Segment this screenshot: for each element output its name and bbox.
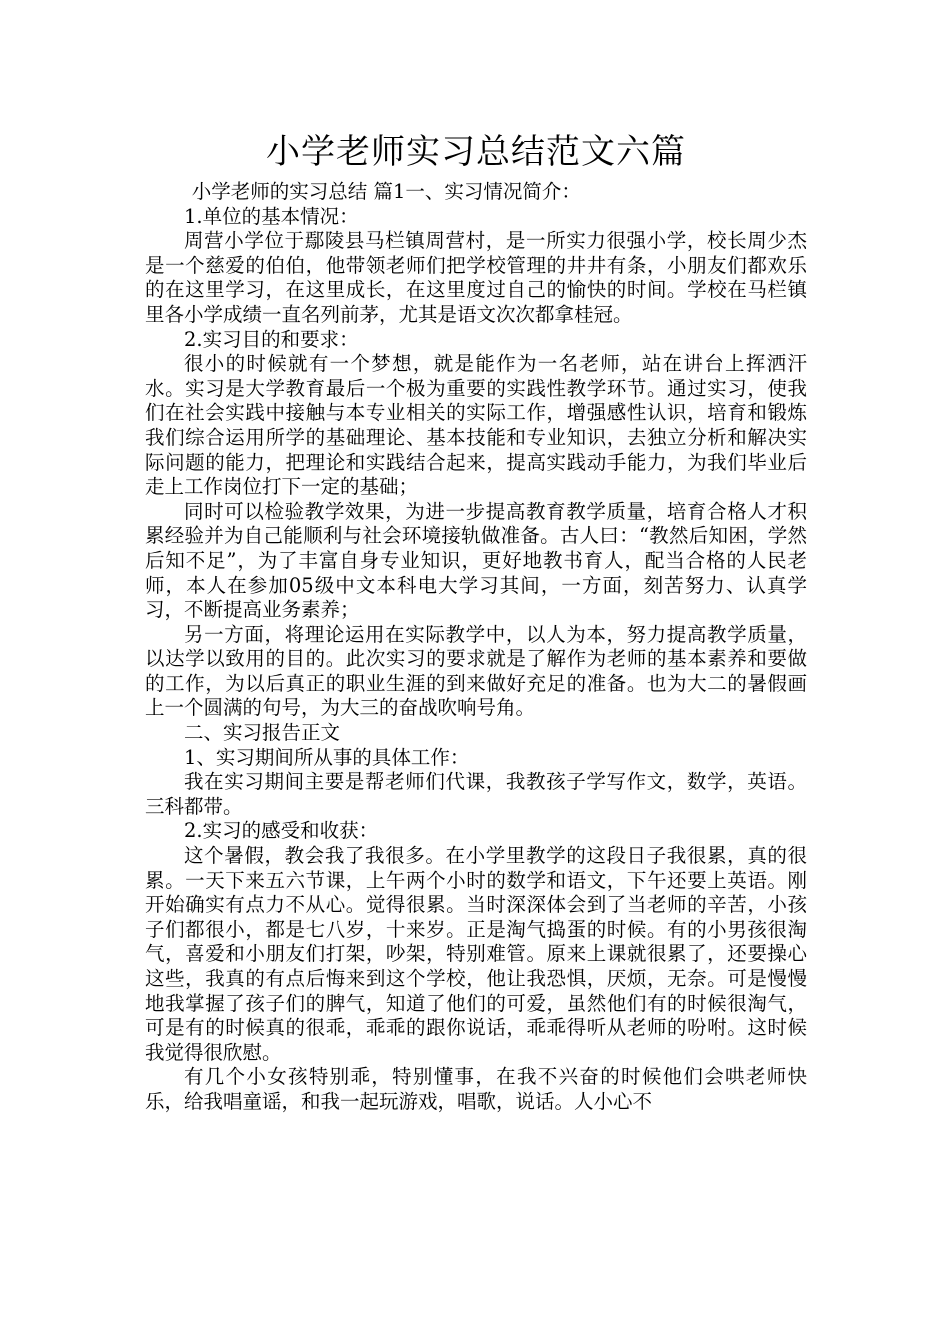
paragraph-goals-continued: 同时可以检验教学效果，为进一步提高教育教学质量，培育合格人才积累经验并为自己能顺利与社会环境接轨做准备。古人曰：“教然后知困，学然后知不足”，为了丰富自身专业知识，更好地教书育人，配当合格的人民老师，本人在参加05级中文本科电大学习其间，一方面，刻苦努力、认真学习，不断提高业务素养； [145,499,807,622]
paragraph-goals-other-side: 另一方面，将理论运用在实际教学中，以人为本，努力提高教学质量，以达学以致用的目的。此次实习的要求就是了解作为老师的基本素养和要做的工作，为以后真正的职业生涯的到来做好充足的准备。也为大二的暑假画上一个圆满的句号，为大三的奋战吹响号角。 [145,622,807,720]
paragraph-intro-heading: 小学老师的实习总结 篇1一、实习情况简介： [191,180,581,203]
paragraph-work-heading: 1、实习期间所从事的具体工作： [184,745,470,769]
paragraph-goals-body: 很小的时候就有一个梦想，就是能作为一名老师，站在讲台上挥洒汗水。实习是大学教育最后一个极为重要的实践性教学环节。通过实习，使我们在社会实践中接触与本专业相关的实际工作，增强感性认识，培育和锻炼我们综合运用所学的基础理论、基本技能和专业知识，去独立分析和解决实际问题的能力，把理论和实践结合起来，提高实践动手能力，为我们毕业后走上工作岗位打下一定的基础； [145,352,807,499]
paragraph-goals-heading: 2.实习目的和要求： [184,327,359,351]
paragraph-unit-heading: 1.单位的基本情况： [184,204,359,228]
paragraph-girls-body: 有几个小女孩特别乖，特别懂事，在我不兴奋的时候他们会哄老师快乐，给我唱童谣，和我一起玩游戏，唱歌，说话。人小心不 [145,1065,807,1113]
paragraph-work-body: 我在实习期间主要是帮老师们代课，我教孩子学写作文，数学，英语。三科都带。 [145,770,807,818]
document-page [145,126,807,1115]
paragraph-report-heading: 二、实习报告正文 [184,721,341,745]
paragraph-feelings-body: 这个暑假，教会我了我很多。在小学里教学的这段日子我很累，真的很累。一天下来五六节课，上午两个小时的数学和语文，下午还要上英语。刚开始确实有点力不从心。觉得很累。当时深深体会到了当老师的辛苦，小孩子们都很小，都是七八岁，十来岁。正是淘气捣蛋的时候。有的小男孩很淘气，喜爱和小朋友们打架，吵架，特别难管。原来上课就很累了，还要操心这些，我真的有点后悔来到这个学校，他让我恐惧，厌烦，无奈。可是慢慢地我掌握了孩子们的脾气，知道了他们的可爱，虽然他们有的时候很淘气，可是有的时候真的很乖，乖乖的跟你说话，乖乖得听从老师的吩咐。这时候我觉得很欣慰。 [145,844,807,1064]
document-title: 小学老师实习总结范文六篇 [266,132,686,172]
paragraph-feelings-heading: 2.实习的感受和收获： [184,819,379,843]
paragraph-unit-description: 周营小学位于鄢陵县马栏镇周营村，是一所实力很强小学，校长周少杰是一个慈爱的伯伯，他带领老师们把学校管理的井井有条，小朋友们都欢乐的在这里学习，在这里成长，在这里度过自己的愉快的时间。学校在马栏镇里各小学成绩一直名列前茅，尤其是语文次次都拿桂冠。 [145,229,807,326]
